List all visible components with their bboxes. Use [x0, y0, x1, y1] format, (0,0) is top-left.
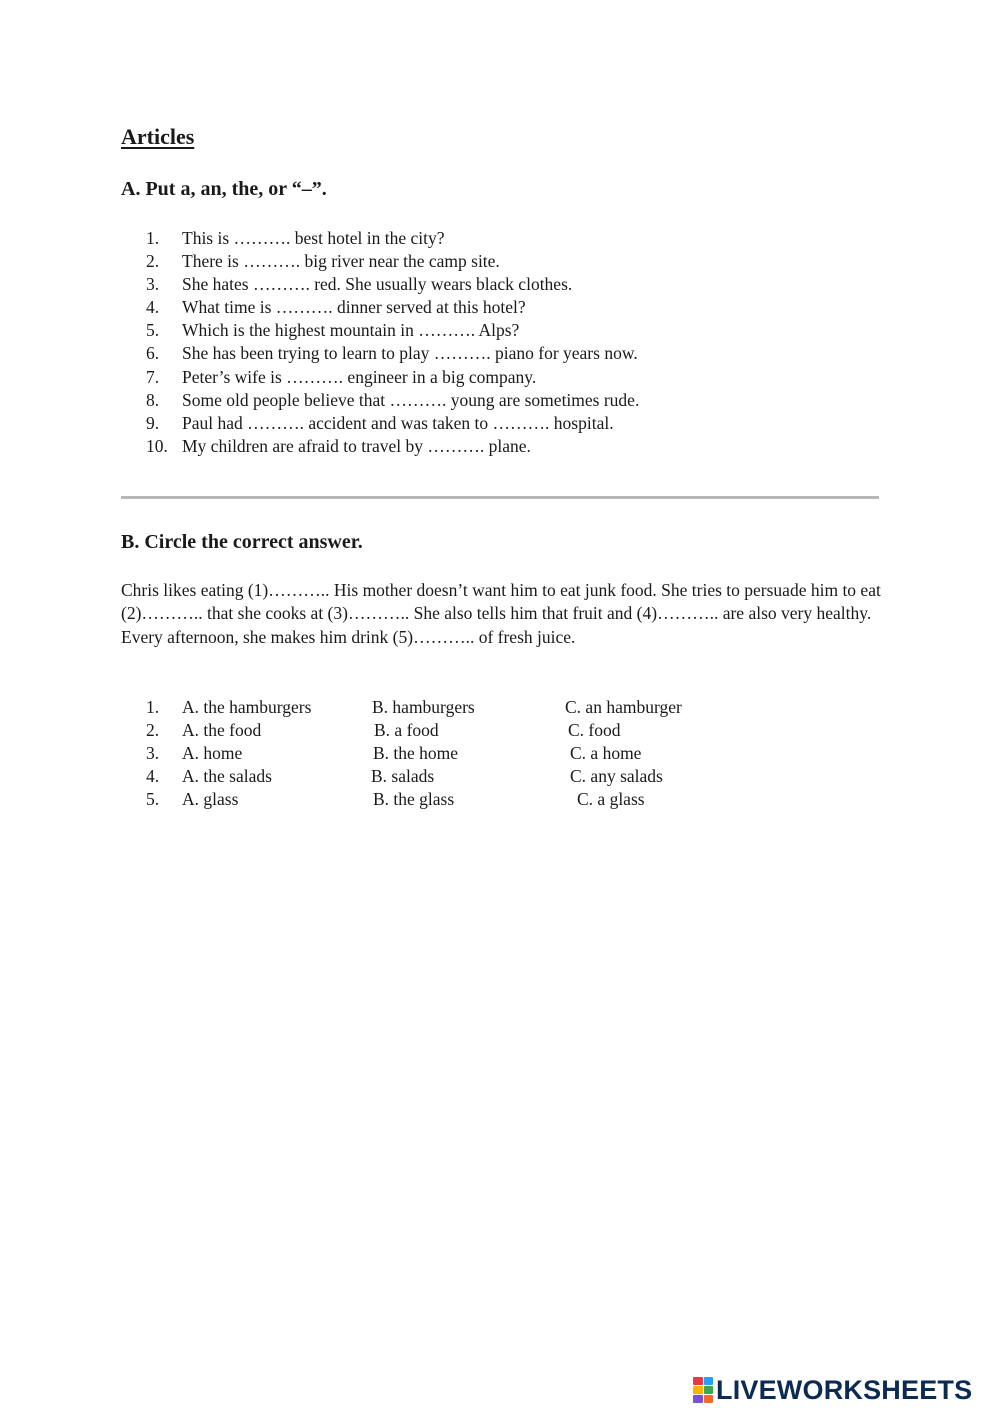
question-number: 5.: [146, 789, 160, 810]
logo-mark-tile: [693, 1377, 703, 1385]
liveworksheets-logo: [693, 1374, 972, 1406]
logo-mark-tile: [704, 1377, 714, 1385]
option-b[interactable]: B. the glass: [373, 789, 455, 810]
question-number: 1.: [146, 697, 160, 717]
page-title: Articles: [121, 124, 195, 149]
item-text: Which is the highest mountain in ………. Alps?: [182, 320, 520, 341]
logo-mark-tile: [704, 1386, 714, 1394]
option-b[interactable]: B. salads: [371, 766, 435, 787]
section-a-list: [146, 227, 639, 458]
option-c[interactable]: C. food: [568, 720, 621, 741]
list-item: [146, 412, 639, 435]
question-row: [146, 742, 642, 765]
list-item: [146, 227, 639, 250]
logo-mark-icon: [693, 1377, 713, 1403]
item-text: Some old people believe that ………. young are sometimes rude.: [182, 389, 640, 410]
item-text: My children are afraid to travel by ………. plane.: [182, 435, 531, 456]
item-text: She has been trying to learn to play ………. piano for years now.: [182, 343, 638, 364]
item-number: 8.: [146, 389, 160, 410]
item-number: 7.: [146, 366, 160, 387]
option-b[interactable]: B. a food: [374, 720, 439, 741]
question-row: [146, 765, 663, 788]
section-b-heading: B. Circle the correct answer.: [121, 531, 363, 553]
question-number: 3.: [146, 743, 160, 764]
item-text: Paul had ………. accident and was taken to ………. hospital.: [182, 412, 614, 433]
item-text: What time is ………. dinner served at this hotel?: [182, 297, 526, 318]
option-b[interactable]: B. the home: [373, 743, 459, 764]
list-item: [146, 296, 639, 319]
item-number: 6.: [146, 343, 160, 364]
logo-mark-tile: [693, 1386, 703, 1394]
question-row: [146, 696, 682, 719]
list-item: [146, 389, 639, 412]
question-number: 2.: [146, 720, 160, 741]
list-item: [146, 366, 639, 389]
list-item: [146, 273, 639, 296]
item-number: 5.: [146, 320, 160, 341]
option-c[interactable]: C. a glass: [577, 789, 645, 810]
option-a[interactable]: A. the salads: [182, 766, 272, 787]
option-c[interactable]: C. a home: [570, 743, 642, 764]
item-text: This is ………. best hotel in the city?: [182, 228, 445, 248]
question-row: [146, 719, 621, 742]
option-b[interactable]: B. hamburgers: [372, 697, 475, 717]
option-a[interactable]: A. the food: [182, 720, 262, 741]
item-text: Peter’s wife is ………. engineer in a big company.: [182, 366, 537, 387]
list-item: [146, 342, 639, 365]
list-item: [146, 435, 639, 458]
option-a[interactable]: A. the hamburgers: [182, 697, 312, 717]
item-number: 9.: [146, 412, 160, 433]
option-a[interactable]: A. glass: [182, 789, 239, 810]
item-number: 4.: [146, 297, 160, 318]
section-a-heading: A. Put a, an, the, or “–”.: [121, 178, 327, 200]
logo-mark-tile: [704, 1395, 714, 1403]
logo-text: LIVEWORKSHEETS: [716, 1374, 973, 1405]
passage-text: Chris likes eating (1)……….. His mother doesn’t want him to eat junk food. She tries to persuade him to eat (2)……….. that she cooks at (3)……….. She also tells him that fruit and (4)……….. are also very healthy. Every afternoon, she makes him drink (5)……….. of fresh juice.: [121, 580, 881, 647]
logo-mark-tile: [693, 1395, 703, 1403]
list-item: [146, 319, 639, 342]
item-number: 3.: [146, 274, 160, 295]
option-a[interactable]: A. home: [182, 743, 243, 764]
item-number: 2.: [146, 251, 160, 272]
section-divider: [121, 496, 879, 499]
section-b-question-list: [146, 696, 682, 811]
question-row: [146, 788, 645, 811]
option-c[interactable]: C. an hamburger: [565, 697, 682, 717]
list-item: [146, 250, 639, 273]
question-number: 4.: [146, 766, 160, 787]
option-c[interactable]: C. any salads: [570, 766, 663, 787]
item-text: There is ………. big river near the camp site.: [182, 251, 500, 272]
item-number: 10.: [146, 435, 168, 456]
item-number: 1.: [146, 228, 160, 248]
item-text: She hates ………. red. She usually wears black clothes.: [182, 274, 573, 295]
